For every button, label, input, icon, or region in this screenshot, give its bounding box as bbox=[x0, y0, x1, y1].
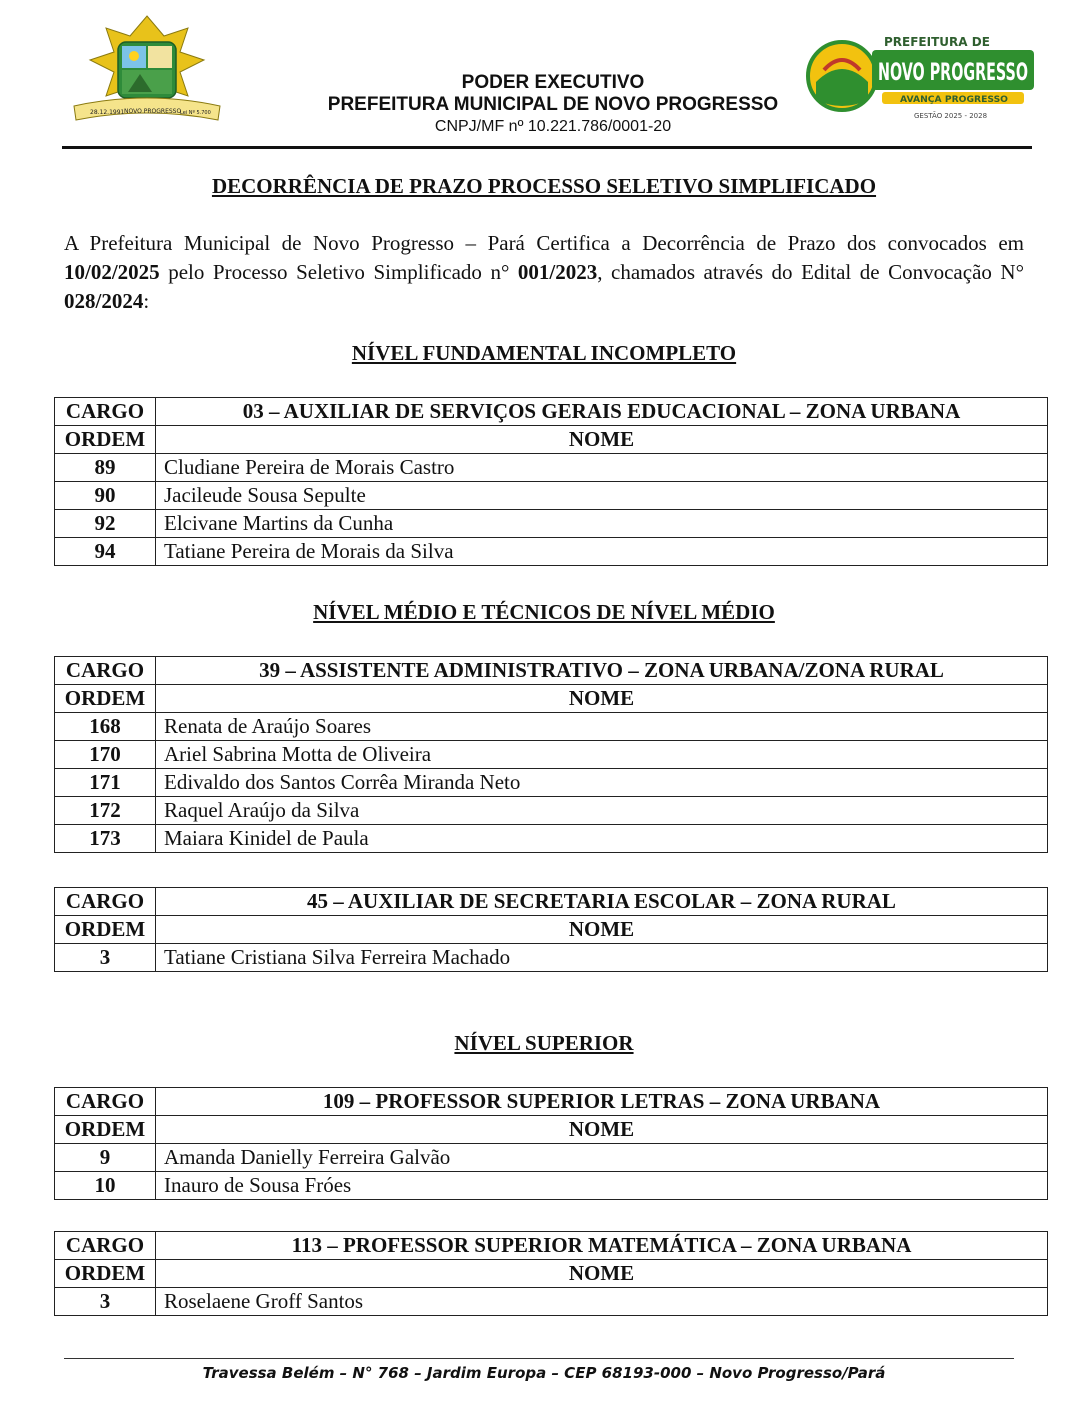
ordem-cell: 172 bbox=[55, 797, 156, 825]
ordem-cell: 170 bbox=[55, 741, 156, 769]
ordem-cell: 10 bbox=[55, 1172, 156, 1200]
logo-sub-text: AVANÇA PROGRESSO bbox=[900, 95, 1009, 105]
ordem-header: ORDEM bbox=[55, 426, 156, 454]
prefeitura-logo bbox=[806, 30, 1038, 128]
letterhead-line-1: PODER EXECUTIVO bbox=[461, 72, 645, 93]
letterhead bbox=[270, 72, 836, 138]
municipal-crest-logo bbox=[68, 14, 226, 126]
nome-cell: Cludiane Pereira de Morais Castro bbox=[156, 454, 1048, 482]
process-number: 001/2023 bbox=[517, 260, 598, 284]
column-header-row bbox=[55, 426, 1048, 454]
footer-divider bbox=[64, 1358, 1014, 1359]
ordem-cell: 9 bbox=[55, 1144, 156, 1172]
nome-cell: Edivaldo dos Santos Corrêa Miranda Neto bbox=[156, 769, 1048, 797]
nome-header: NOME bbox=[156, 1260, 1048, 1288]
ordem-cell: 94 bbox=[55, 538, 156, 566]
table-row bbox=[55, 1144, 1048, 1172]
header-divider bbox=[62, 146, 1032, 149]
crest-right-text: Lei Nº 5.700 bbox=[180, 110, 211, 116]
nome-cell: Jacileude Sousa Sepulte bbox=[156, 482, 1048, 510]
table-row bbox=[55, 1172, 1048, 1200]
logo-bottom-text: GESTÃO 2025 - 2028 bbox=[914, 112, 988, 120]
ordem-cell: 3 bbox=[55, 944, 156, 972]
intro-text-4: : bbox=[143, 289, 150, 313]
cargo-title: 39 – ASSISTENTE ADMINISTRATIVO – ZONA URBANA/ZONA RURAL bbox=[156, 657, 1048, 685]
intro-text-1: A Prefeitura Municipal de Novo Progresso – Pará Certifica a Decorrência de Prazo dos convocados em bbox=[64, 231, 1024, 255]
nome-cell: Elcivane Martins da Cunha bbox=[156, 510, 1048, 538]
footer-address: Travessa Belém – N° 768 – Jardim Europa – CEP 68193-000 – Novo Progresso/Pará bbox=[202, 1364, 886, 1382]
cargo-table-109 bbox=[54, 1087, 1048, 1200]
document-title: DECORRÊNCIA DE PRAZO PROCESSO SELETIVO SIMPLIFICADO bbox=[211, 174, 877, 198]
letterhead-cnpj: CNPJ/MF nº 10.221.786/0001-20 bbox=[434, 118, 672, 135]
table-row bbox=[55, 1288, 1048, 1316]
table-row bbox=[55, 797, 1048, 825]
nome-header: NOME bbox=[156, 426, 1048, 454]
ordem-cell: 171 bbox=[55, 769, 156, 797]
nome-header: NOME bbox=[156, 685, 1048, 713]
column-header-row bbox=[55, 1116, 1048, 1144]
ordem-header: ORDEM bbox=[55, 1260, 156, 1288]
nome-header: NOME bbox=[156, 916, 1048, 944]
table-row bbox=[55, 482, 1048, 510]
table-row bbox=[55, 538, 1048, 566]
nome-cell: Ariel Sabrina Motta de Oliveira bbox=[156, 741, 1048, 769]
crest-mid-text: NOVO PROGRESSO bbox=[124, 108, 182, 115]
letterhead-line-2: PREFEITURA MUNICIPAL DE NOVO PROGRESSO bbox=[327, 94, 779, 115]
convocation-date: 10/02/2025 bbox=[64, 260, 160, 284]
ordem-cell: 3 bbox=[55, 1288, 156, 1316]
table-row bbox=[55, 510, 1048, 538]
section-title-superior: NÍVEL SUPERIOR bbox=[454, 1031, 634, 1055]
nome-header: NOME bbox=[156, 1116, 1048, 1144]
column-header-row bbox=[55, 685, 1048, 713]
crest-left-text: 28.12.1991 bbox=[90, 109, 125, 116]
column-header-row bbox=[55, 916, 1048, 944]
table-row bbox=[55, 769, 1048, 797]
cargo-row bbox=[55, 1088, 1048, 1116]
nome-cell: Inauro de Sousa Fróes bbox=[156, 1172, 1048, 1200]
cargo-table-03 bbox=[54, 397, 1048, 566]
nome-cell: Amanda Danielly Ferreira Galvão bbox=[156, 1144, 1048, 1172]
cargo-label: CARGO bbox=[55, 1088, 156, 1116]
cargo-row bbox=[55, 888, 1048, 916]
ordem-header: ORDEM bbox=[55, 685, 156, 713]
cargo-title: 45 – AUXILIAR DE SECRETARIA ESCOLAR – ZONA RURAL bbox=[156, 888, 1048, 916]
ordem-header: ORDEM bbox=[55, 916, 156, 944]
intro-text-3: , chamados através do Edital de Convocação N° bbox=[597, 260, 1024, 284]
logo-top-text: PREFEITURA DE bbox=[884, 35, 990, 49]
nome-cell: Raquel Araújo da Silva bbox=[156, 797, 1048, 825]
nome-cell: Renata de Araújo Soares bbox=[156, 713, 1048, 741]
nome-cell: Tatiane Pereira de Morais da Silva bbox=[156, 538, 1048, 566]
logo-main-text: NOVO PROGRESSO bbox=[878, 58, 1028, 86]
cargo-table-113 bbox=[54, 1231, 1048, 1316]
intro-text-2: pelo Processo Seletivo Simplificado n° bbox=[159, 260, 518, 284]
cargo-row bbox=[55, 1232, 1048, 1260]
table-row bbox=[55, 454, 1048, 482]
nome-cell: Roselaene Groff Santos bbox=[156, 1288, 1048, 1316]
table-row bbox=[55, 825, 1048, 853]
cargo-label: CARGO bbox=[55, 657, 156, 685]
ordem-cell: 92 bbox=[55, 510, 156, 538]
edital-number: 028/2024 bbox=[64, 289, 144, 313]
cargo-title: 109 – PROFESSOR SUPERIOR LETRAS – ZONA URBANA bbox=[156, 1088, 1048, 1116]
ordem-cell: 90 bbox=[55, 482, 156, 510]
ordem-cell: 173 bbox=[55, 825, 156, 853]
column-header-row bbox=[55, 1260, 1048, 1288]
ordem-cell: 89 bbox=[55, 454, 156, 482]
cargo-table-39 bbox=[54, 656, 1048, 853]
cargo-title: 03 – AUXILIAR DE SERVIÇOS GERAIS EDUCACIONAL – ZONA URBANA bbox=[156, 398, 1048, 426]
intro-paragraph bbox=[64, 229, 1024, 316]
cargo-label: CARGO bbox=[55, 1232, 156, 1260]
cargo-label: CARGO bbox=[55, 888, 156, 916]
section-title-medio: NÍVEL MÉDIO E TÉCNICOS DE NÍVEL MÉDIO bbox=[313, 600, 775, 624]
ordem-cell: 168 bbox=[55, 713, 156, 741]
table-row bbox=[55, 944, 1048, 972]
cargo-table-45 bbox=[54, 887, 1048, 972]
section-title-fundamental: NÍVEL FUNDAMENTAL INCOMPLETO bbox=[351, 341, 737, 365]
cargo-row bbox=[55, 398, 1048, 426]
cargo-title: 113 – PROFESSOR SUPERIOR MATEMÁTICA – ZONA URBANA bbox=[156, 1232, 1048, 1260]
cargo-label: CARGO bbox=[55, 398, 156, 426]
cargo-row bbox=[55, 657, 1048, 685]
nome-cell: Maiara Kinidel de Paula bbox=[156, 825, 1048, 853]
ordem-header: ORDEM bbox=[55, 1116, 156, 1144]
table-row bbox=[55, 713, 1048, 741]
table-row bbox=[55, 741, 1048, 769]
nome-cell: Tatiane Cristiana Silva Ferreira Machado bbox=[156, 944, 1048, 972]
